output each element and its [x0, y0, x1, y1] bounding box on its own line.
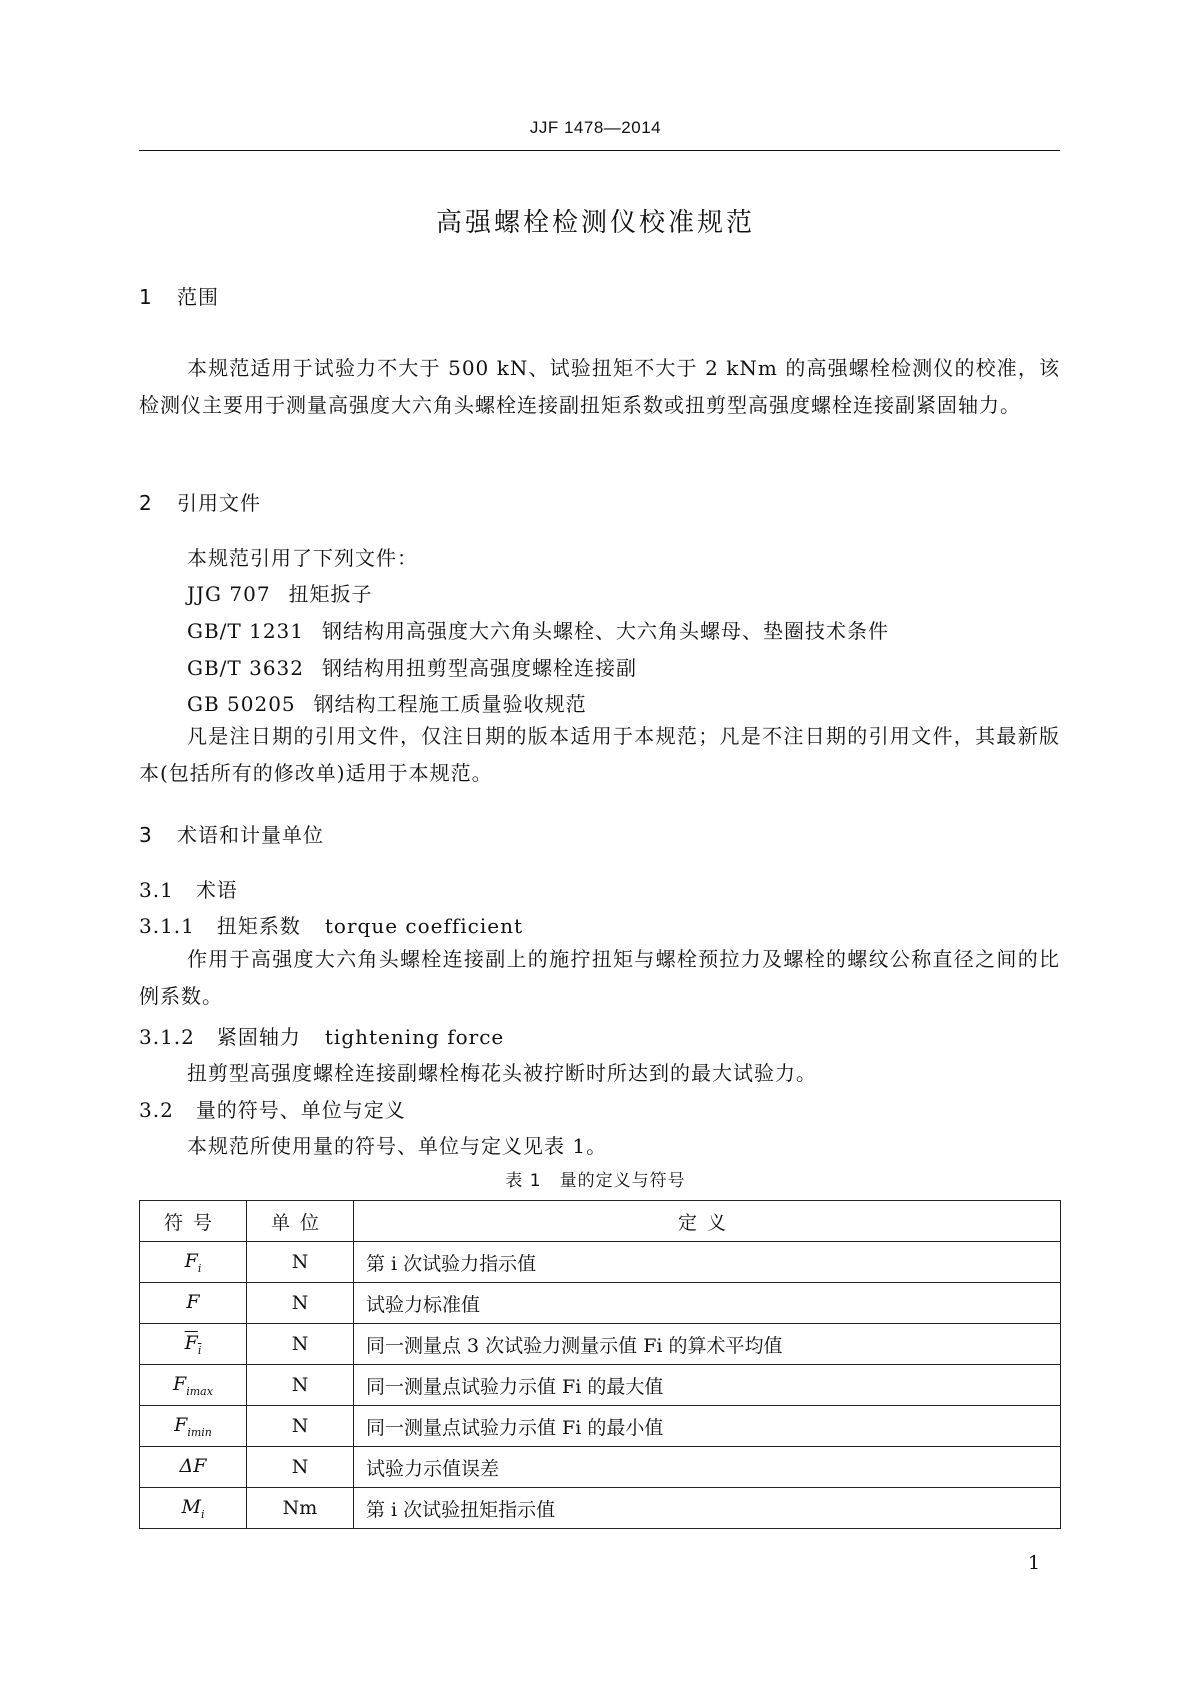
reference-title: 扭矩扳子 — [288, 582, 373, 606]
unit-cell: N — [247, 1406, 354, 1447]
page-number: 1 — [1028, 1552, 1041, 1574]
subsection-number: 3.1.2 — [139, 1025, 195, 1049]
section-1-text: 本规范适用于试验力不大于 500 kN、试验扭矩不大于 2 kNm 的高强螺栓检测仪的校准，该检测仪主要用于测量高强度大六角头螺栓连接副扭矩系数或扭剪型高强度螺栓连接副紧固轴力。 — [139, 356, 1060, 417]
subsection-number: 3.1 — [139, 878, 174, 902]
reference-item — [187, 615, 889, 644]
symbol-cell: F — [140, 1283, 247, 1324]
definition-cell: 第 i 次试验扭矩指示值 — [354, 1488, 1061, 1529]
section-title: 术语和计量单位 — [177, 823, 324, 847]
definition-cell: 同一测量点 3 次试验力测量示值 Fi 的算术平均值 — [354, 1324, 1061, 1365]
table-row — [140, 1447, 1061, 1488]
subsection-title: 术语 — [195, 878, 238, 902]
symbol-cell: $F_{imax}$ — [140, 1365, 247, 1406]
term-zh: 扭矩系数 — [216, 914, 301, 938]
references-note: 凡是注日期的引用文件，仅注日期的版本适用于本规范；凡是不注日期的引用文件，其最新版本(包括所有的修改单)适用于本规范。 — [139, 724, 1060, 785]
header-definition: 定义 — [354, 1201, 1061, 1242]
unit-cell: Nm — [247, 1488, 354, 1529]
section-number: 2 — [139, 491, 153, 515]
table-row — [140, 1365, 1061, 1406]
header-rule — [139, 150, 1060, 151]
section-title: 引用文件 — [177, 491, 261, 515]
section-number: 1 — [139, 285, 153, 309]
symbol-cell: ΔF — [140, 1447, 247, 1488]
subsection-3-2 — [139, 1094, 406, 1123]
symbol-cell: $F_i$ — [140, 1324, 247, 1365]
running-header: JJF 1478—2014 — [529, 118, 662, 137]
table-row — [140, 1242, 1061, 1283]
symbol-cell: $F_i$ — [140, 1242, 247, 1283]
term-definition: 作用于高强度大六角头螺栓连接副上的施拧扭矩与螺栓预拉力及螺栓的螺纹公称直径之间的比例系数。 — [139, 947, 1060, 1008]
subsection-3-1-1 — [139, 910, 523, 939]
definitions-table — [139, 1200, 1061, 1529]
term-en: torque coefficient — [324, 914, 524, 938]
reference-item — [187, 652, 637, 681]
definition-cell: 同一测量点试验力示值 Fi 的最小值 — [354, 1406, 1061, 1447]
section-title: 范围 — [177, 285, 219, 309]
reference-title: 钢结构工程施工质量验收规范 — [313, 692, 587, 716]
reference-code: JJG 707 — [187, 582, 271, 606]
section-number: 3 — [139, 823, 153, 847]
term-definition: 扭剪型高强度螺栓连接副螺栓梅花头被拧断时所达到的最大试验力。 — [187, 1061, 817, 1085]
unit-cell: N — [247, 1365, 354, 1406]
reference-code: GB/T 1231 — [187, 619, 305, 643]
unit-cell: N — [247, 1447, 354, 1488]
unit-cell: N — [247, 1283, 354, 1324]
table-reference-text: 本规范所使用量的符号、单位与定义见表 1。 — [187, 1134, 608, 1158]
definition-cell: 试验力示值误差 — [354, 1447, 1061, 1488]
symbol-cell: $F_{imin}$ — [140, 1406, 247, 1447]
table-row — [140, 1283, 1061, 1324]
reference-item — [187, 688, 587, 717]
reference-code: GB 50205 — [187, 692, 296, 716]
header-symbol: 符号 — [140, 1201, 247, 1242]
subsection-title: 量的符号、单位与定义 — [195, 1098, 406, 1122]
table-row — [140, 1406, 1061, 1447]
table-row — [140, 1324, 1061, 1365]
symbol-cell: $M_i$ — [140, 1488, 247, 1529]
reference-title: 钢结构用扭剪型高强度螺栓连接副 — [322, 656, 638, 680]
table-row — [140, 1488, 1061, 1529]
subsection-number: 3.1.1 — [139, 914, 195, 938]
term-zh: 紧固轴力 — [216, 1025, 301, 1049]
subsection-3-1-2 — [139, 1021, 504, 1050]
unit-cell: N — [247, 1324, 354, 1365]
table-caption: 表 1 量的定义与符号 — [505, 1171, 686, 1191]
definition-cell: 同一测量点试验力示值 Fi 的最大值 — [354, 1365, 1061, 1406]
subsection-number: 3.2 — [139, 1098, 174, 1122]
definition-cell: 第 i 次试验力指示值 — [354, 1242, 1061, 1283]
document-title: 高强螺栓检测仪校准规范 — [435, 208, 755, 238]
section-1-heading — [139, 281, 219, 310]
table-header-row — [140, 1201, 1061, 1242]
term-en: tightening force — [324, 1025, 505, 1049]
subsection-3-1 — [139, 874, 238, 903]
references-intro: 本规范引用了下列文件： — [187, 546, 418, 570]
section-2-heading — [139, 487, 261, 516]
reference-item — [187, 578, 373, 607]
reference-code: GB/T 3632 — [187, 656, 305, 680]
unit-cell: N — [247, 1242, 354, 1283]
header-unit: 单位 — [247, 1201, 354, 1242]
reference-title: 钢结构用高强度大六角头螺栓、大六角头螺母、垫圈技术条件 — [322, 619, 890, 643]
section-3-heading — [139, 819, 324, 848]
definition-cell: 试验力标准值 — [354, 1283, 1061, 1324]
